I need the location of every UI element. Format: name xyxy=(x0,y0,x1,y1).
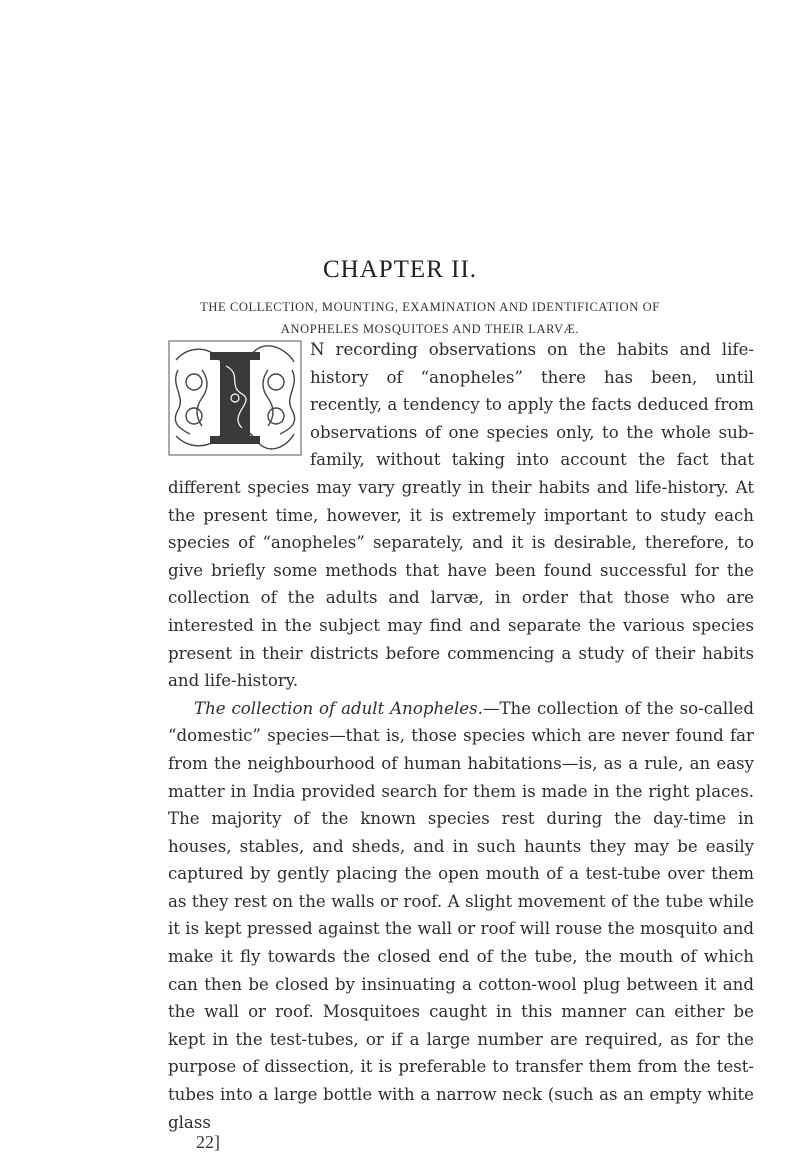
chapter-title: CHAPTER II. xyxy=(322,256,478,283)
paragraph-1: N recording observations on the habits and life-history of “anopheles” there has been, until recently, a tendency to apply the facts deduced from observations of one species only, to the whole sub-family, without taking into account the fact that different species may vary greatly in their habits and life-history. At the present time, however, it is extremely important to study each species of “anopheles” separately, and it is desirable, therefore, to give briefly some methods that have been found successful for the collection of the adults and larvæ, in order that those who are interested in the subject may find and separate the various species present in their districts before commencing a study of their habits and life-history. xyxy=(168,340,754,691)
paragraph-2-heading: The collection of adult Anopheles. xyxy=(194,698,483,718)
body-text xyxy=(168,336,754,1136)
paragraph-2-text: —The collection of the so-called “domestic” species—that is, those species which are never found far from the neighbourhood of human habitations—is, as a rule, an easy matter in India provided search for them is made in the right places. The majority of the known species rest during the day-time in houses, stables, and sheds, and in such haunts they may be easily captured by gently placing the open mouth of a test-tube over them as they rest on the walls or roof. A slight movement of the tube while it is kept pressed against the wall or roof will rouse the mosquito and make it fly towards the closed end of the tube, the mouth of which can then be closed by insinuating a cotton-wool plug between it and the wall or roof. Mosquitoes caught in this manner can either be kept in the test-tubes, or if a large number are required, as for the purpose of dissection, it is preferable to transfer them from the test-tubes into a large bottle with a narrow neck (such as an empty white glass xyxy=(168,698,754,1132)
page-number: 22] xyxy=(196,1132,220,1152)
paragraph-2 xyxy=(168,695,754,1137)
chapter-subtitle: THE COLLECTION, MOUNTING, EXAMINATION AND IDENTIFICATION OF ANOPHELES MOSQUITOES AND THEIR LARVÆ. xyxy=(200,300,660,336)
ornamental-initial-I-icon xyxy=(168,340,302,456)
